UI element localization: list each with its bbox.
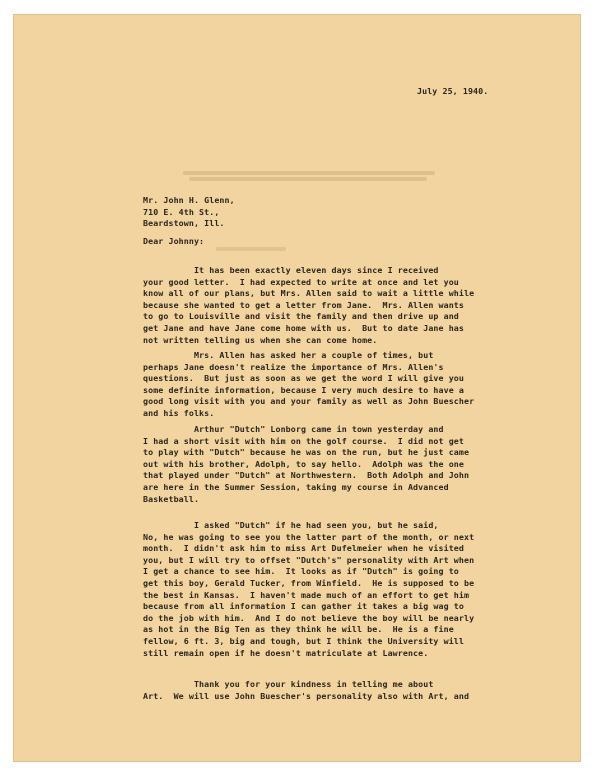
text-line: fellow, 6 ft. 3, big and tough, but I think the University will: [143, 635, 464, 646]
text-line: get Jane and have Jane come home with us. But to date Jane has: [143, 322, 464, 333]
text-line: No, he was going to see you the latter part of the month, or next: [143, 531, 475, 542]
text-line: I get a chance to see him. It looks as if "Dutch" is going to: [143, 566, 459, 577]
text-line: good long visit with you and your family as well as John Buescher: [143, 396, 475, 407]
text-line: I had a short visit with him on the golf course. I did not get: [143, 435, 464, 446]
address-line: Beardstown, Ill.: [143, 218, 225, 228]
text-line: Arthur "Dutch" Lonborg came in town yesterday and: [143, 424, 444, 434]
text-line: Mrs. Allen has asked her a couple of times, but: [143, 350, 434, 360]
text-line: I asked "Dutch" if he had seen you, but he said,: [143, 520, 439, 530]
salutation: Dear Johnny:: [143, 236, 205, 246]
text-line: as hot in the Big Ten as they think he will be. He is a fine: [143, 624, 454, 635]
text-line: your good letter. I had expected to write at once and let you: [143, 276, 459, 287]
text-line: questions. But just as soon as we get the word I will give you: [143, 373, 464, 384]
address-line: 710 E. 4th St.,: [143, 206, 220, 217]
text-line: perhaps Jane doesn't realize the importance of Mrs. Allen's: [143, 361, 444, 372]
text-line: do the job with him. And I do not believe the boy will be nearly: [143, 612, 475, 623]
letter-date: July 25, 1940.: [417, 86, 489, 96]
letter-page: [13, 14, 581, 762]
paragraph-1: [143, 265, 474, 346]
text-line: know all of our plans, but Mrs. Allen said to wait a little while: [143, 288, 475, 299]
faint-bleed-through-line: [183, 171, 435, 175]
paragraph-5: [143, 679, 469, 702]
text-line: month. I didn't ask him to miss Art Dufelmeier when he visited: [143, 543, 464, 554]
text-line: are here in the Summer Session, taking my course in Advanced: [143, 481, 449, 492]
faint-bleed-through-line: [189, 177, 427, 181]
paragraph-4: [143, 520, 474, 659]
paragraph-3: [143, 424, 469, 505]
text-line: some definite information, because I very much desire to have a: [143, 384, 464, 395]
text-line: still remain open if he doesn't matriculate at Lawrence.: [143, 647, 429, 658]
text-line: the best in Kansas. I haven't made much of an effort to get him: [143, 589, 470, 600]
text-line: that played under "Dutch" at Northwestern. Both Adolph and John: [143, 470, 470, 481]
text-line: out with his brother, Adolph, to say hello. Adolph was the one: [143, 458, 464, 469]
paragraph-2: [143, 350, 474, 420]
text-line: Basketball.: [143, 493, 200, 504]
text-line: get this boy, Gerald Tucker, from Winfield. He is supposed to be: [143, 577, 475, 588]
text-line: and his folks.: [143, 407, 215, 418]
text-line: because from all information I can gather it takes a big wag to: [143, 601, 464, 612]
text-line: to go to Louisville and visit the family and then drive up and: [143, 311, 459, 322]
text-line: because she wanted to get a letter from Jane. Mrs. Allen wants: [143, 299, 464, 310]
address-line: Mr. John H. Glenn,: [143, 195, 235, 205]
text-line: to play with "Dutch" because he was on the run, but he just came: [143, 447, 470, 458]
text-line: It has been exactly eleven days since I received: [143, 265, 439, 275]
text-line: you, but I will try to offset "Dutch's" personality with Art when: [143, 554, 475, 565]
recipient-address: [143, 195, 235, 230]
text-line: not written telling us when she can come home.: [143, 334, 378, 345]
text-line: Art. We will use John Buescher's personality also with Art, and: [143, 690, 470, 701]
text-line: Thank you for your kindness in telling me about: [143, 679, 434, 689]
letter-body: [13, 14, 581, 762]
faint-bleed-through-line: [216, 247, 286, 251]
